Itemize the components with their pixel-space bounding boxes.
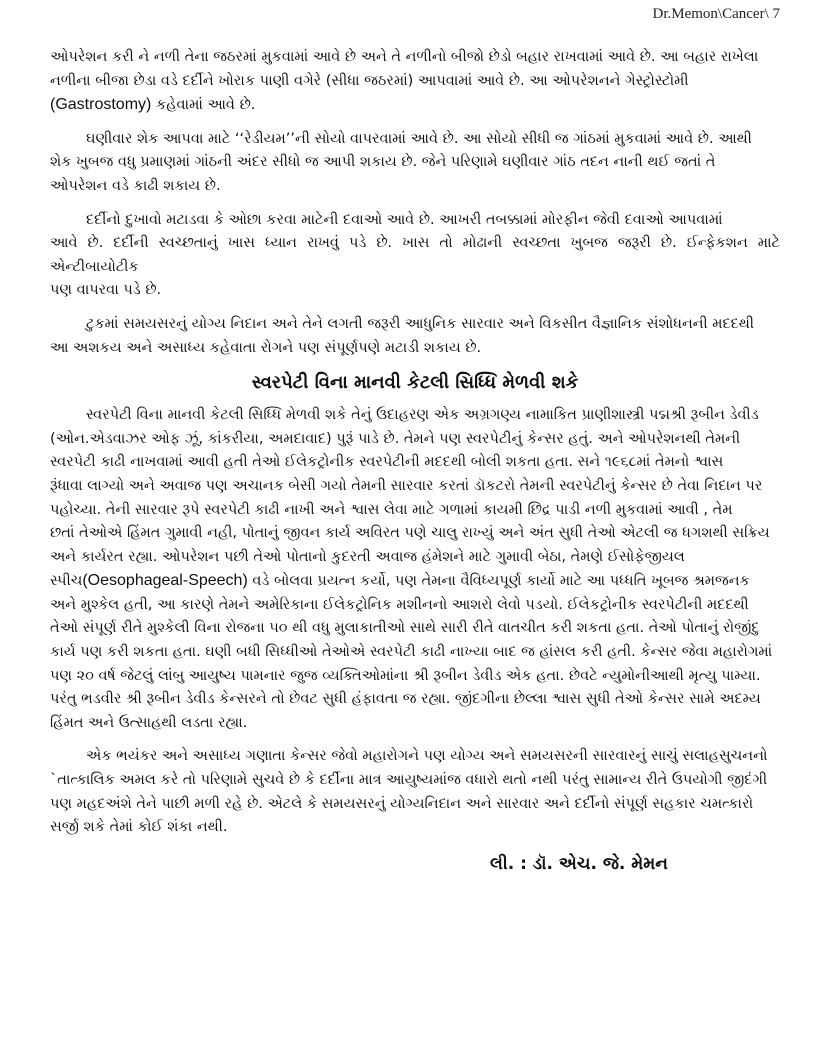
paragraph-conclusion: ટુકમાં સમયસરનું યોગ્ય નિદાન અને તેને લગતી જરૂરી આધુનિક સારવાર અને વિકસીત વૈજ્ઞાનિક સંશોધનની મદદથી આ અશકય અને અસાધ્ય કહેવાતા રોગને પણ સંપૂર્ણપણે મટાડી શકાય છે.: [50, 315, 755, 356]
author-signature: લી. : ડૉ. એચ. જે. મેમન: [490, 853, 668, 874]
paragraph-text: વડે બોલવા પ્રયત્ન કર્યો, પણ તેમના વૈવિધ્યપૂર્ણ કાર્યો માટે આ પધ્ધતિ ખૂબજ શ્રમજનક અને મુશ્કેલ હતી, આ કારણે તેમને અમેરિકાના ઈલેકટ્રોનિક મશીનનો આશરો લેવો પડયો. ઈલેકટ્રોનીક સ્વરપેટીની મદદથી તેઓ સંપૂર્ણ રીતે મુશ્કેલી વિના રોજના ૫૦ થી વધુ મુલાકાતીઓ સાથે સારી રીતે વાતચીત કરી શકતા હતા. તેઓ પોતાનું રોજીંદુ કાર્ય પણ કરી શકતા હતા. ઘણી બધી સિધ્ધીઓ તેઓએ સ્વરપેટી કાઢી નાખ્યા બાદ જ હાંસલ કરી હતી. કેન્સર જેવા મહારોગમાં પણ ૨૦ વર્ષ જેટલું લાંબુ આયુષ્ય પામનાર જુજ વ્યક્તિઓમાંના શ્રી રૂબીન ડેવીડ એક હતા. છેવટે ન્યુમોનીઆથી મૃત્યુ પામ્યા. પરંતુ ભડવીર શ્રી રૂબીન ડેવીડ કેન્સરને તો છેવટ સુધી હંફાવતા જ રહ્યા. જીંદગીના છેલ્લા શ્વાસ સુધી તેઓ કેન્સર સામે અદમ્ય હિંમત અને ઉત્સાહથી લડતા રહ્યા.: [50, 573, 773, 731]
section-heading: સ્વરપેટી વિના માનવી કેટલી સિધ્ધિ મેળવી શકે: [251, 372, 579, 394]
paragraph-final: એક ભયંકર અને અસાધ્ય ગણાતા કેન્સર જેવો મહારોગને પણ યોગ્ય અને સમયસરની સારવારનું સાચું સલાહસુચનનો `તાત્કાલિક અમલ કરે તો પરિણામે સુચવે છે કે દર્દીના માત્ર આયુષ્યમાંજ વધારો થતો નથી પરંતુ સામાન્ય રીતે ઉપયોગી જીદંગી પણ મહદઅંશે તેને પાછી મળી રહે છે. એટલે કે સમયસરનું યોગ્યનિદાન અને સારવાર અને દર્દીનો સંપૂર્ણ સહકાર ચમત્કારો સર્જી શકે તેમાં કોઈ શંકા નથી.: [50, 748, 768, 836]
paragraph-radium: ઘણીવાર શેક આપવા માટે ‘‘રેડીયમ’’ની સોયો વાપરવામાં આવે છે. આ સોયો સીધી જ ગાંઠમાં મુકવામાં આવે છે. આથી શેક ખુબજ વધુ પ્રમાણમાં ગાંઠની અંદર સીધો જ આપી શકાય છે. જેને પરિણામે ઘણીવાર ગાંઠ તદન નાની થઈ જતાં તે ઓપરેશન વડે કાઢી શકાય છે.: [50, 130, 752, 194]
paragraph-text: સ્વરપેટી વિના માનવી કેટલી સિધ્ધિ મેળવી શકે તેનું ઉદાહરણ એક અગ્રગણ્ય નામાકિત પ્રાણીશાસ્ત્રી પદ્મશ્રી રૂબીન ડેવીડ (ઓન.એડવાઝર ઓફ ઝૂં, કાંકરીયા, અમદાવાદ) પુરૂં પાડે છે. તેમને પણ સ્વરપેટીનું કેન્સર હતું. અને ઓપરેશનથી તેમની સ્વરપેટી કાઢી નાખવામાં આવી હતી તેઓ ઈલેકટ્રોનીક સ્વરપેટીની મદદથી બોલી શકતા હતા. સને ૧૯૬૮માં તેમનો શ્વાસ રૂંધાવા લાગ્યો અને અવાજ પણ અચાનક બેસી ગયો તેમની સારવાર કરતાં ડૉકટરો તેમની સ્વરપેટીનું કેન્સર છે તેવા નિદાન પર પહોચ્યા. તેની સારવાર રૂપે સ્વરપેટી કાઢી નાખી અને શ્વાસ લેવા માટે ગળામાં કાયમી છિદ્ર પાડી નળી મુકવામાં આવી , તેમ છતાં તેઓએ હિંમત ગુમાવી નહી, પોતાનું જીવન કાર્ય અવિરત પણે ચાલુ રાખ્યું અને અંત સુધી તેઓ એટલી જ ધગશથી સક્રિય અને કાર્યરત રહ્યા. ઓપરેશન પછી તેઓ પોતાનો કુદરતી અવાજ હંમેશને માટે ગુમાવી બેઠા, તેમણે ઈસોફેજીયલ સ્પીચ: [50, 407, 770, 590]
gastrostomy-term: (Gastrostomy): [50, 96, 152, 114]
page-reference: Dr.Memon\Cancer\ 7: [652, 6, 780, 22]
oesophageal-speech-term: (Oesophageal-Speech): [82, 572, 248, 590]
paragraph-gastrostomy: [50, 46, 780, 118]
paragraph-pain-relief: દર્દીનો દુખાવો મટાડવા કે ઓછા કરવા માટેની દવાઓ આવે છે. આખરી તબક્કામાં મોરફીન જેવી દવાઓ આપવામાં આવે છે. દર્દીની સ્વચ્છતાનું ખાસ ધ્યાન રાખવું પડે છે. ખાસ તો મોઢાની સ્વચ્છતા ખુબજ જરૂરી છે. ઈન્ફેકશન માટે એન્ટીબાયોટીક પણ વાપરવા પડે છે.: [50, 211, 780, 299]
paragraph-rubin-david: [50, 404, 780, 735]
paragraph-text: કહેવામાં આવે છે.: [151, 97, 256, 114]
paragraph-text: ઓપરેશન કરી ને નળી તેના જઠરમાં મુકવામાં આવે છે અને તે નળીનો બીજો છેડો બહાર રાખવામાં આવે છે. આ બહાર રાખેલા નળીના બીજા છેડા વડે દર્દીને ખોરાક પાણી વગેરે (સીધા જઠરમાં) આપવામાં આવે છે. આ ઓપરેશનને ગેસ્ટ્રોસ્ટોમી: [50, 49, 759, 89]
article-body: [50, 46, 780, 878]
